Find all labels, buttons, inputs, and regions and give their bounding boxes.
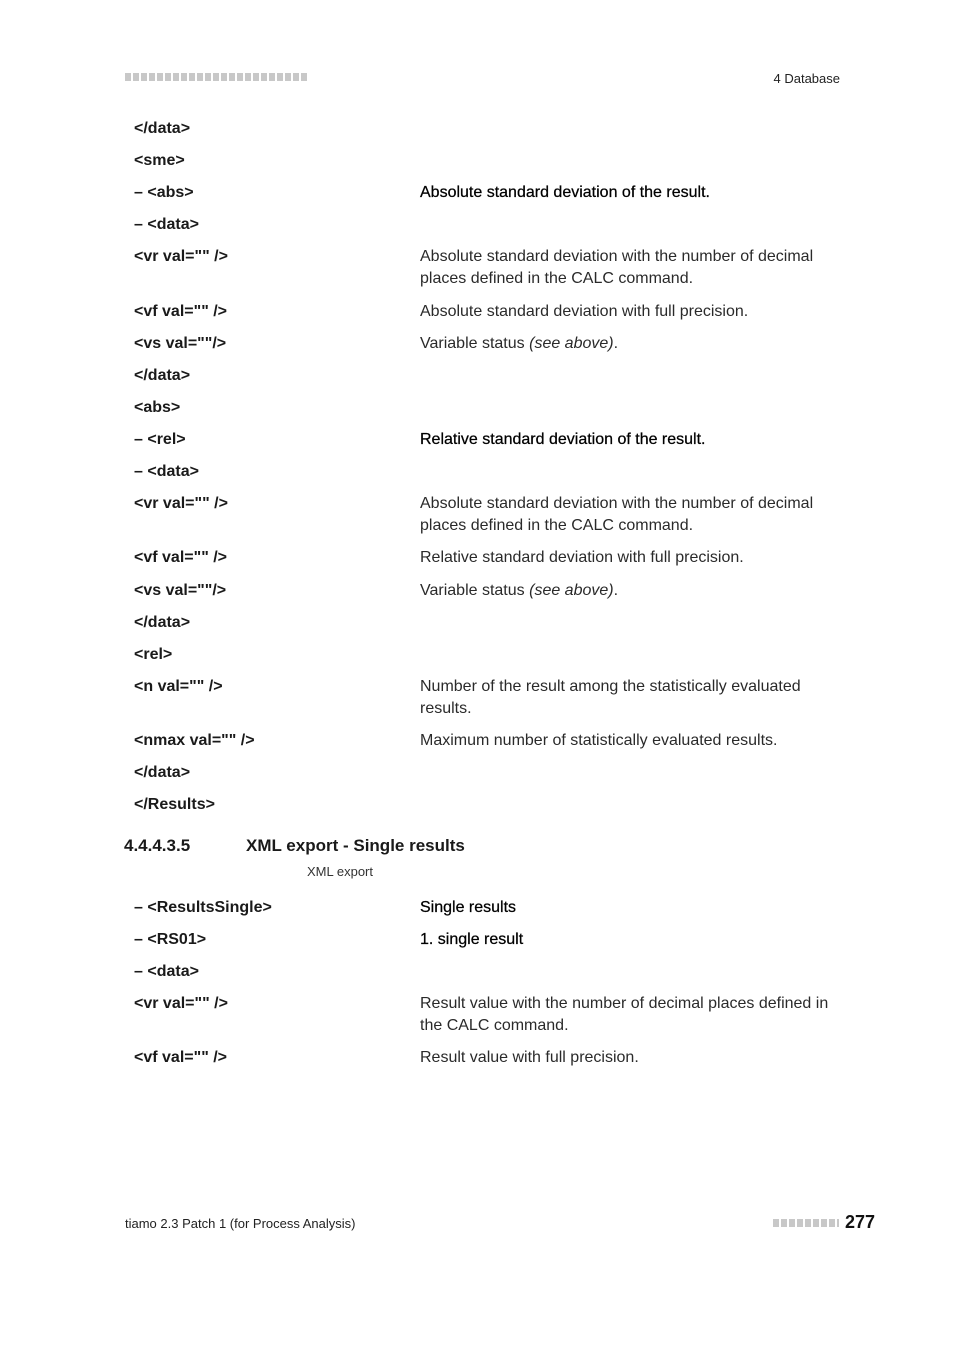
page-number: 277	[845, 1212, 876, 1232]
xml-tag: – <data>	[134, 963, 199, 980]
xml-tag: <n val="" />	[134, 678, 223, 695]
xml-tag: </data>	[134, 120, 191, 137]
xml-tag: </data>	[134, 367, 191, 384]
xml-tag: <vf val="" />	[134, 303, 228, 320]
xml-tag: <sme>	[134, 152, 185, 169]
section-heading	[124, 836, 465, 856]
header-decoration	[125, 73, 307, 81]
section-title: XML export - Single results	[246, 836, 465, 855]
xml-tag: <abs>	[134, 399, 181, 416]
xml-tag: <vs val=""/>	[134, 582, 227, 599]
section-number: 4.4.4.3.5	[124, 836, 191, 855]
xml-tag: – <data>	[134, 463, 199, 480]
tag-description: Absolute standard deviation with full precision.	[420, 303, 749, 320]
tag-description: Result value with the number of decimal places defined in the CALC command.	[420, 995, 829, 1034]
xml-tag: – <data>	[134, 216, 199, 233]
xml-tag: <rel>	[134, 646, 173, 663]
xml-tag: </Results>	[134, 796, 215, 813]
footer-product: tiamo 2.3 Patch 1 (for Process Analysis)	[125, 1216, 356, 1231]
tag-description: Single results	[420, 899, 517, 916]
xml-tag: <vs val=""/>	[134, 335, 227, 352]
section-caption: XML export	[307, 864, 373, 879]
italic-note: (see above)	[529, 582, 614, 599]
footer-decoration	[773, 1219, 839, 1227]
italic-note: (see above)	[529, 335, 614, 352]
xml-tag: <vr val="" />	[134, 248, 228, 265]
xml-tag: </data>	[134, 614, 191, 631]
xml-tag: </data>	[134, 764, 191, 781]
tag-description: Relative standard deviation with full precision.	[420, 549, 744, 566]
tag-description: Variable status (see above).	[420, 582, 619, 599]
tag-description: Absolute standard deviation with the number of decimal places defined in the CALC command.	[420, 248, 814, 287]
xml-tag: <vf val="" />	[134, 1049, 228, 1066]
tag-description: 1. single result	[420, 931, 524, 948]
tag-description: Absolute standard deviation of the result.	[420, 184, 710, 201]
chapter-title: 4 Database	[773, 71, 840, 86]
xml-tag: <nmax val="" />	[134, 732, 255, 749]
tag-description: Absolute standard deviation with the number of decimal places defined in the CALC command.	[420, 495, 814, 534]
xml-tag: – <abs>	[134, 184, 194, 201]
xml-tag: – <rel>	[134, 431, 186, 448]
xml-tag: <vr val="" />	[134, 495, 228, 512]
tag-description: Number of the result among the statistically evaluated results.	[420, 678, 801, 717]
xml-tag: – <ResultsSingle>	[134, 899, 272, 916]
xml-tag: – <RS01>	[134, 931, 207, 948]
tag-description: Result value with full precision.	[420, 1049, 639, 1066]
xml-tag: <vr val="" />	[134, 995, 228, 1012]
tag-description: Maximum number of statistically evaluated results.	[420, 732, 778, 749]
tag-description: Relative standard deviation of the result.	[420, 431, 706, 448]
tag-description: Variable status (see above).	[420, 335, 619, 352]
xml-tag: <vf val="" />	[134, 549, 228, 566]
